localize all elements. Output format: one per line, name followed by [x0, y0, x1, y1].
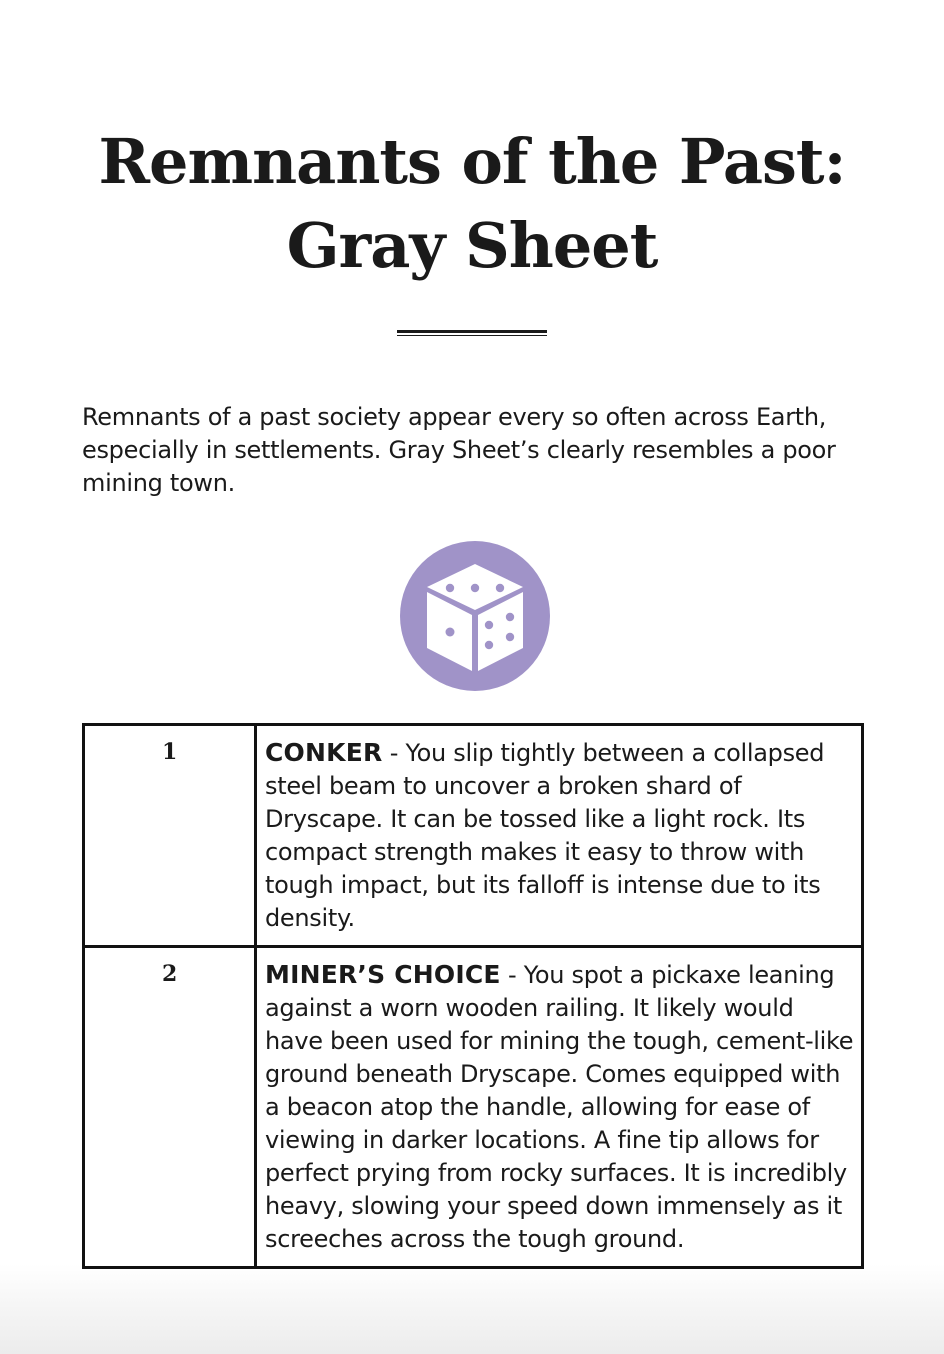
- page-bottom-shade: [0, 1264, 944, 1354]
- roll-number: 1: [84, 725, 256, 947]
- page-title: [0, 120, 944, 288]
- roll-table: [82, 723, 864, 1269]
- roll-number: 2: [84, 947, 256, 1268]
- entry-name: CONKER: [265, 738, 383, 767]
- dice-pip: [446, 628, 455, 637]
- dice-badge-circle: [400, 541, 550, 691]
- dice-pip: [446, 584, 454, 592]
- entry-separator: -: [382, 739, 406, 767]
- dice-pip: [471, 584, 479, 592]
- dice-pip: [506, 633, 514, 641]
- page-title-line-2: Gray Sheet: [286, 209, 658, 282]
- roll-description: [256, 947, 863, 1268]
- table-row: [84, 947, 863, 1268]
- dice-icon: [400, 541, 550, 691]
- dice-pip: [485, 641, 493, 649]
- entry-text: You slip tightly between a collapsed steel beam to uncover a broken shard of Dryscape. It can be tossed like a light rock. Its compact strength makes it easy to throw with tough impact, but its falloff is intense due to its density.: [265, 739, 825, 932]
- dice-pip: [506, 613, 514, 621]
- dice-pip: [496, 584, 504, 592]
- table-row: [84, 725, 863, 947]
- title-divider: [397, 330, 547, 333]
- entry-separator: -: [500, 961, 524, 989]
- roll-description: [256, 725, 863, 947]
- entry-name: MINER’S CHOICE: [265, 960, 501, 989]
- dice-pip: [485, 621, 493, 629]
- page-title-line-1: Remnants of the Past:: [98, 125, 846, 198]
- intro-paragraph: Remnants of a past society appear every so often across Earth, especially in settlements. Gray Sheet’s clearly resembles a poor mining town.: [82, 403, 836, 497]
- entry-text: You spot a pickaxe leaning against a worn wooden railing. It likely would have been used for mining the tough, cement-like ground beneath Dryscape. Comes equipped with a beacon atop the handle, allowing for ease of viewing in darker locations. A fine tip allows for perfect prying from rocky surfaces. It is incredibly heavy, slowing your speed down immensely as it screeches across the tough ground.: [265, 961, 854, 1253]
